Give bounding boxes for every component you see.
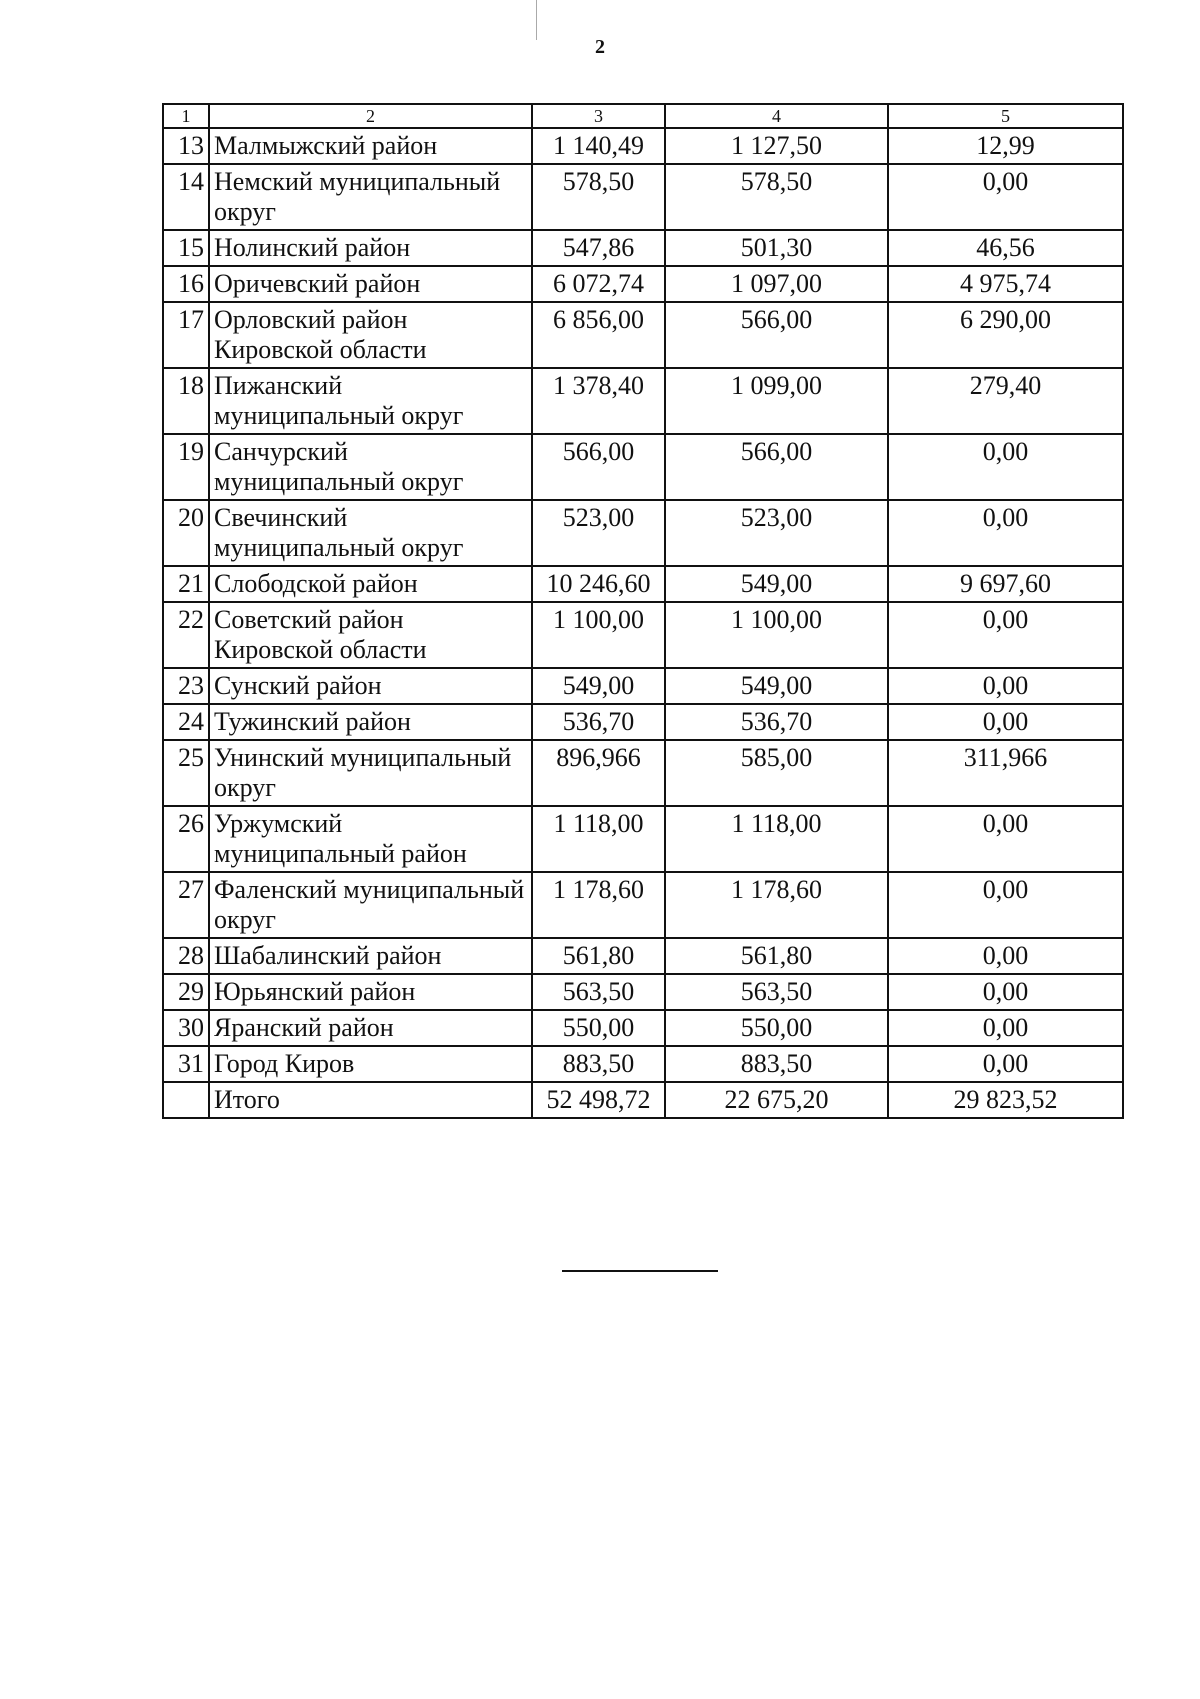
- table-total-row: [163, 1082, 1123, 1118]
- municipality-name: Малмыжский район: [209, 128, 532, 164]
- row-number: 22: [163, 602, 209, 668]
- municipality-name: Орловский район Кировской области: [209, 302, 532, 368]
- value-col5: 0,00: [888, 1046, 1123, 1082]
- municipality-name: Нолинский район: [209, 230, 532, 266]
- value-col4: 1 099,00: [665, 368, 888, 434]
- table-body: [163, 128, 1123, 1118]
- value-col4: 550,00: [665, 1010, 888, 1046]
- value-col5: 0,00: [888, 500, 1123, 566]
- table-row: [163, 668, 1123, 704]
- value-col3: 883,50: [532, 1046, 665, 1082]
- value-col4: 549,00: [665, 566, 888, 602]
- municipality-name: Слободской район: [209, 566, 532, 602]
- column-header-4: 4: [665, 104, 888, 128]
- row-number: 24: [163, 704, 209, 740]
- value-col4: 1 127,50: [665, 128, 888, 164]
- total-col3: 52 498,72: [532, 1082, 665, 1118]
- municipality-name: Оричевский район: [209, 266, 532, 302]
- value-col5: 0,00: [888, 938, 1123, 974]
- value-col5: 46,56: [888, 230, 1123, 266]
- value-col3: 10 246,60: [532, 566, 665, 602]
- value-col4: 549,00: [665, 668, 888, 704]
- value-col4: 501,30: [665, 230, 888, 266]
- value-col3: 561,80: [532, 938, 665, 974]
- value-col5: 0,00: [888, 704, 1123, 740]
- table-row: [163, 1010, 1123, 1046]
- municipality-name: Пижанский муниципальный округ: [209, 368, 532, 434]
- value-col3: 1 178,60: [532, 872, 665, 938]
- total-col5: 29 823,52: [888, 1082, 1123, 1118]
- value-col5: 0,00: [888, 1010, 1123, 1046]
- row-number: 13: [163, 128, 209, 164]
- table-row: [163, 602, 1123, 668]
- table-row: [163, 704, 1123, 740]
- value-col4: 1 118,00: [665, 806, 888, 872]
- value-col4: 585,00: [665, 740, 888, 806]
- value-col4: 536,70: [665, 704, 888, 740]
- value-col4: 883,50: [665, 1046, 888, 1082]
- row-number: 21: [163, 566, 209, 602]
- column-header-5: 5: [888, 104, 1123, 128]
- value-col4: 1 097,00: [665, 266, 888, 302]
- table-row: [163, 938, 1123, 974]
- end-of-document-rule: [562, 1270, 718, 1272]
- table-row: [163, 128, 1123, 164]
- value-col5: 6 290,00: [888, 302, 1123, 368]
- table-row: [163, 368, 1123, 434]
- municipality-name: Унинский муниципальный округ: [209, 740, 532, 806]
- value-col3: 578,50: [532, 164, 665, 230]
- value-col4: 561,80: [665, 938, 888, 974]
- row-number: 23: [163, 668, 209, 704]
- value-col3: 536,70: [532, 704, 665, 740]
- municipality-name: Яранский район: [209, 1010, 532, 1046]
- value-col3: 523,00: [532, 500, 665, 566]
- row-number: 19: [163, 434, 209, 500]
- value-col3: 1 118,00: [532, 806, 665, 872]
- municipality-name: Санчурский муниципальный округ: [209, 434, 532, 500]
- total-label: Итого: [209, 1082, 532, 1118]
- table-row: [163, 164, 1123, 230]
- table-row: [163, 974, 1123, 1010]
- municipality-name: Советский район Кировской области: [209, 602, 532, 668]
- row-number: 27: [163, 872, 209, 938]
- value-col5: 0,00: [888, 806, 1123, 872]
- row-number: 20: [163, 500, 209, 566]
- value-col3: 1 378,40: [532, 368, 665, 434]
- table-row: [163, 230, 1123, 266]
- municipality-name: Уржумский муниципальный район: [209, 806, 532, 872]
- column-header-3: 3: [532, 104, 665, 128]
- value-col4: 566,00: [665, 302, 888, 368]
- table-row: [163, 1046, 1123, 1082]
- value-col5: 311,966: [888, 740, 1123, 806]
- row-number: 15: [163, 230, 209, 266]
- page-number: 2: [595, 36, 605, 58]
- value-col4: 1 178,60: [665, 872, 888, 938]
- row-number: 18: [163, 368, 209, 434]
- value-col3: 6 072,74: [532, 266, 665, 302]
- value-col5: 0,00: [888, 974, 1123, 1010]
- value-col5: 0,00: [888, 602, 1123, 668]
- municipality-name: Юрьянский район: [209, 974, 532, 1010]
- value-col4: 563,50: [665, 974, 888, 1010]
- value-col3: 896,966: [532, 740, 665, 806]
- table-header-row: [163, 104, 1123, 128]
- municipality-name: Сунский район: [209, 668, 532, 704]
- value-col4: 1 100,00: [665, 602, 888, 668]
- value-col3: 547,86: [532, 230, 665, 266]
- scan-mark: [536, 0, 537, 40]
- total-col4: 22 675,20: [665, 1082, 888, 1118]
- table-row: [163, 740, 1123, 806]
- row-number: 16: [163, 266, 209, 302]
- value-col3: 549,00: [532, 668, 665, 704]
- value-col4: 523,00: [665, 500, 888, 566]
- allocation-table: [162, 103, 1124, 1119]
- municipality-name: Свечинский муниципальный округ: [209, 500, 532, 566]
- row-number: 25: [163, 740, 209, 806]
- column-header-2: 2: [209, 104, 532, 128]
- value-col3: 563,50: [532, 974, 665, 1010]
- value-col4: 566,00: [665, 434, 888, 500]
- value-col5: 0,00: [888, 872, 1123, 938]
- value-col3: 566,00: [532, 434, 665, 500]
- value-col5: 0,00: [888, 434, 1123, 500]
- municipality-name: Тужинский район: [209, 704, 532, 740]
- row-number: 14: [163, 164, 209, 230]
- table-row: [163, 806, 1123, 872]
- table-row: [163, 434, 1123, 500]
- table-row: [163, 872, 1123, 938]
- row-number: 30: [163, 1010, 209, 1046]
- value-col3: 1 140,49: [532, 128, 665, 164]
- value-col5: 279,40: [888, 368, 1123, 434]
- municipality-name: Шабалинский район: [209, 938, 532, 974]
- value-col5: 0,00: [888, 164, 1123, 230]
- row-number: 26: [163, 806, 209, 872]
- municipality-name: Немский муниципальный округ: [209, 164, 532, 230]
- table-row: [163, 302, 1123, 368]
- value-col5: 4 975,74: [888, 266, 1123, 302]
- table-row: [163, 500, 1123, 566]
- value-col5: 9 697,60: [888, 566, 1123, 602]
- value-col4: 578,50: [665, 164, 888, 230]
- value-col3: 1 100,00: [532, 602, 665, 668]
- total-row-number-empty: [163, 1082, 209, 1118]
- row-number: 31: [163, 1046, 209, 1082]
- row-number: 28: [163, 938, 209, 974]
- row-number: 29: [163, 974, 209, 1010]
- row-number: 17: [163, 302, 209, 368]
- municipality-name: Город Киров: [209, 1046, 532, 1082]
- municipality-name: Фаленский муниципальный округ: [209, 872, 532, 938]
- table-row: [163, 266, 1123, 302]
- value-col5: 12,99: [888, 128, 1123, 164]
- table-row: [163, 566, 1123, 602]
- value-col3: 550,00: [532, 1010, 665, 1046]
- column-header-1: 1: [163, 104, 209, 128]
- value-col5: 0,00: [888, 668, 1123, 704]
- value-col3: 6 856,00: [532, 302, 665, 368]
